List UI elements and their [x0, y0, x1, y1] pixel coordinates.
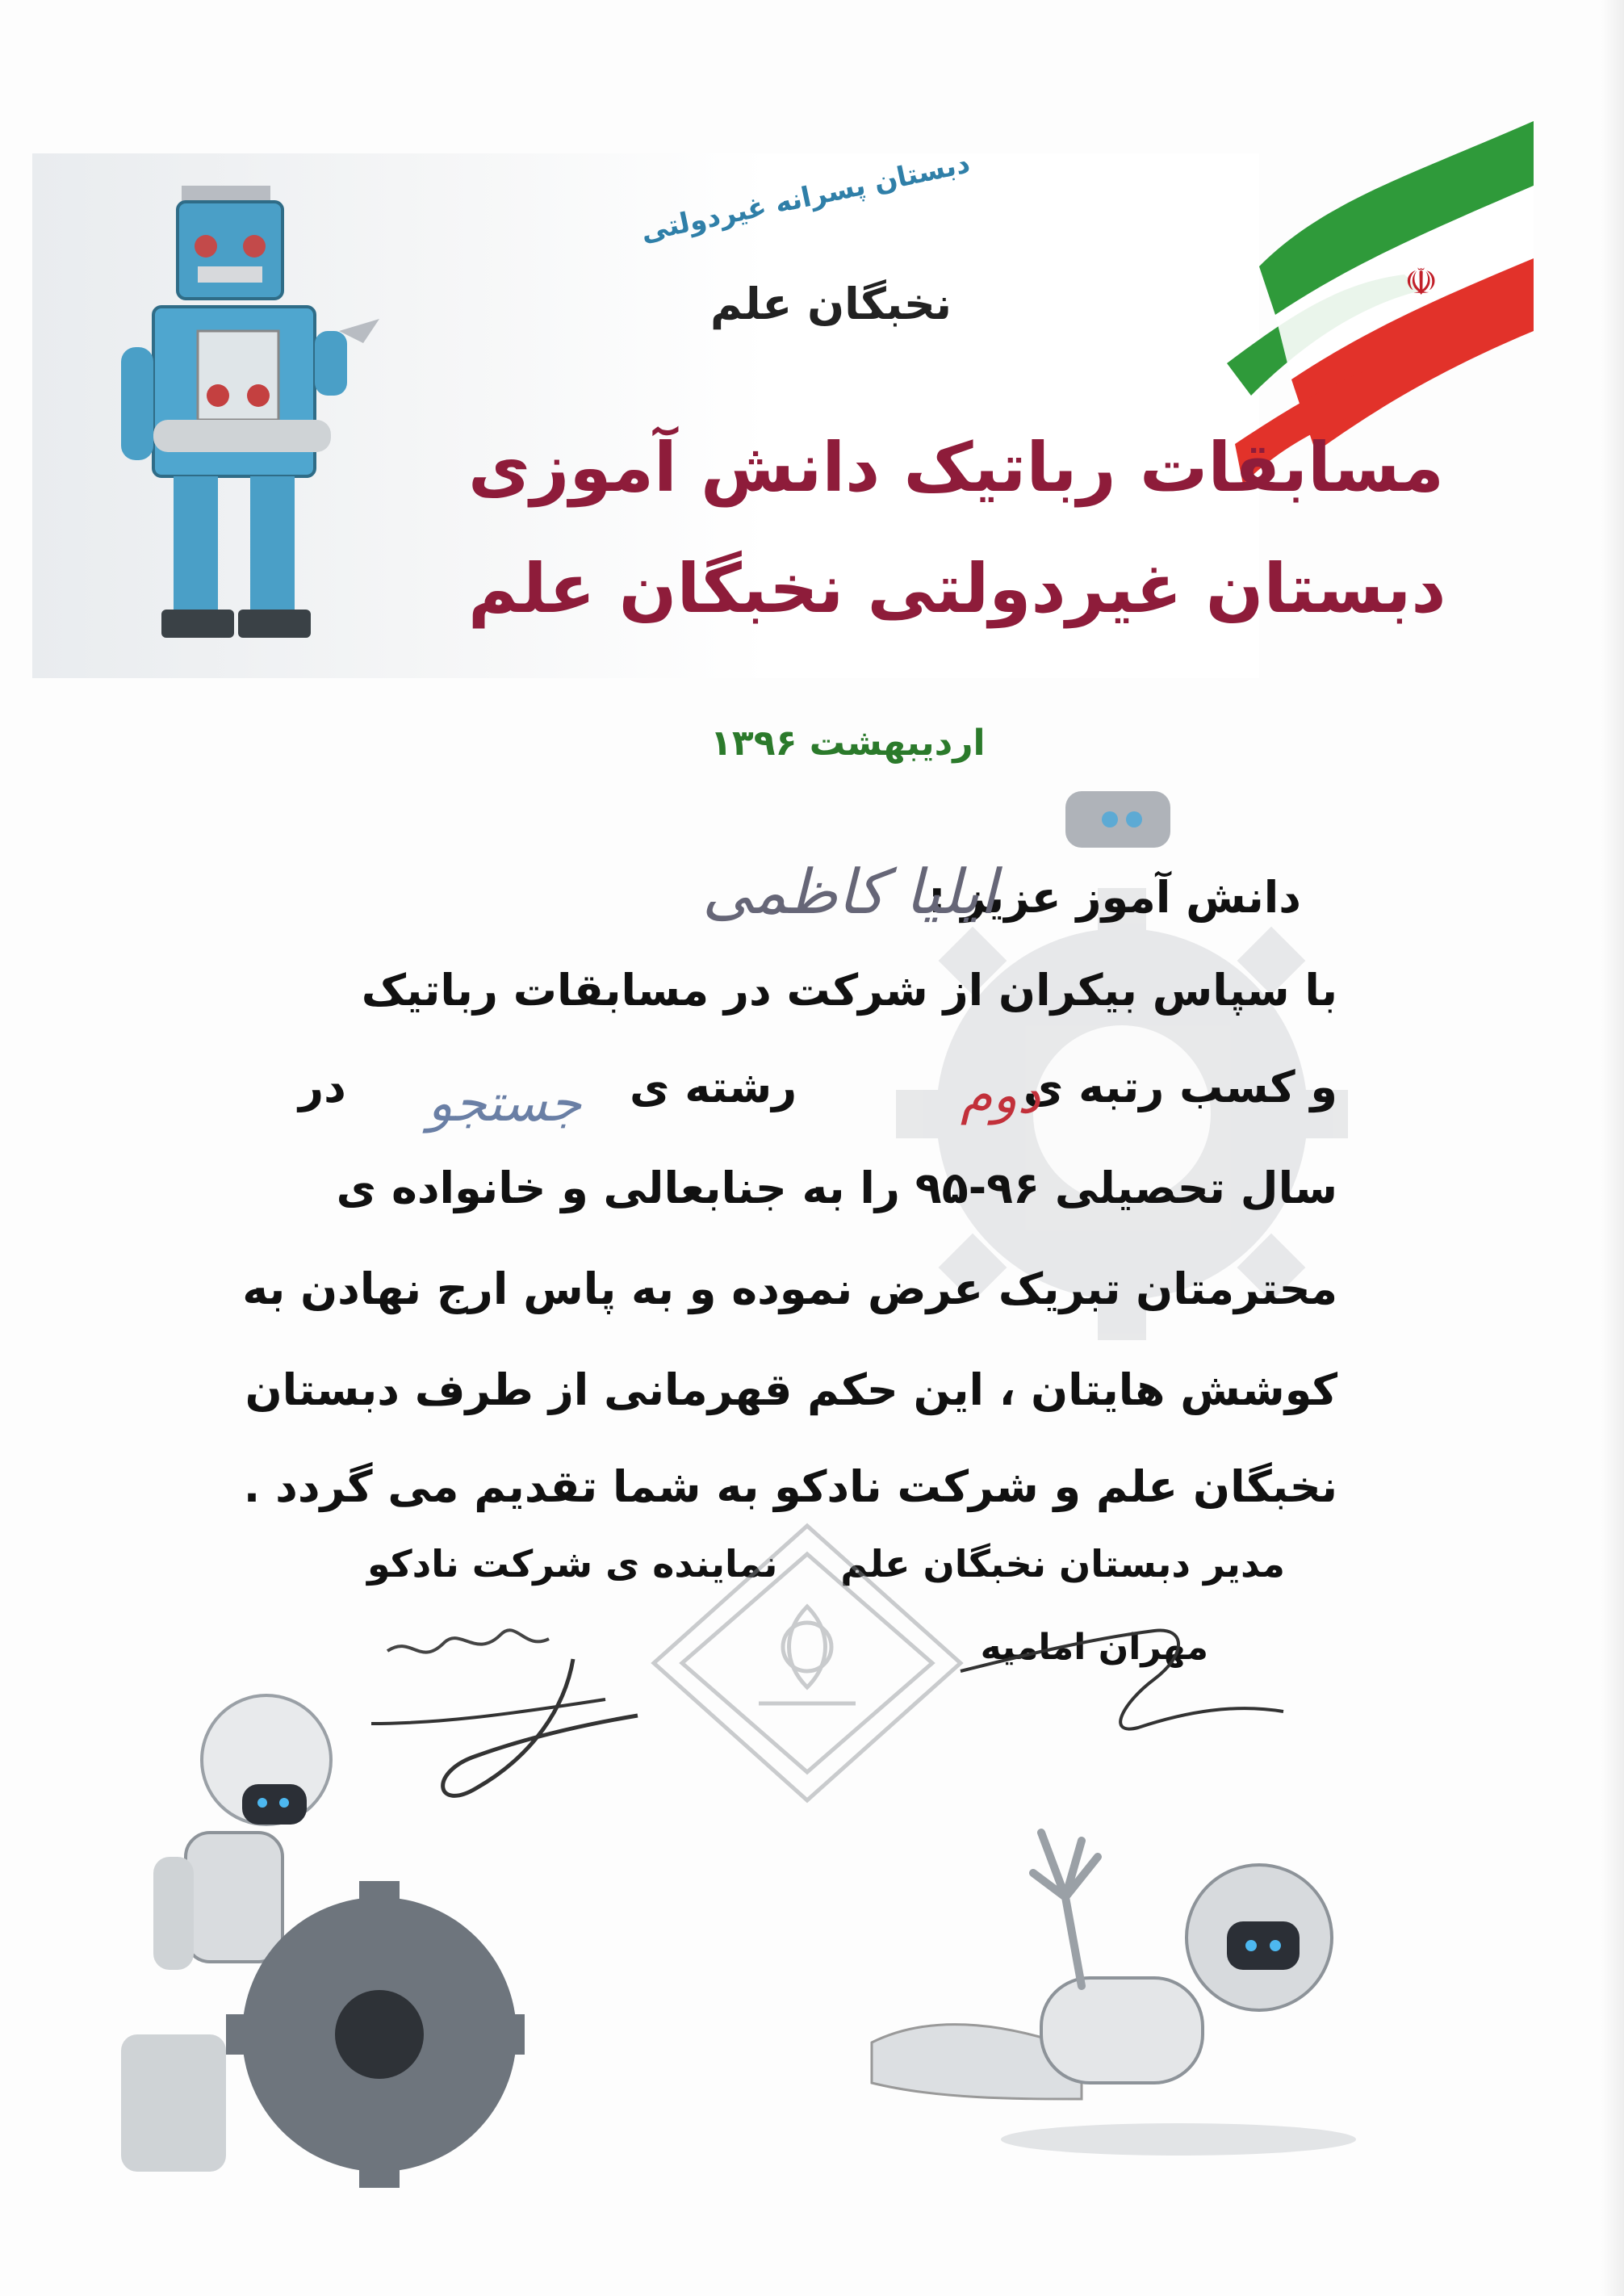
- body-line-2-start: و کسب رتبه ی: [1023, 1062, 1337, 1112]
- principal-signature: [944, 1623, 1300, 1768]
- paper-edge: [1601, 0, 1624, 2296]
- tin-robot-illustration: [121, 170, 412, 670]
- greeting: دانش آموز عزیز :: [927, 872, 1301, 923]
- school-name-arc: دبستان پسرانه غیردولتی: [638, 147, 973, 249]
- field-handwritten: جستجو: [428, 1074, 582, 1133]
- representative-role: نماینده ی شرکت نادکو: [367, 1542, 778, 1586]
- brand-name: نخبگان علم: [710, 279, 952, 329]
- reclining-robot-illustration: [839, 1825, 1364, 2164]
- rank-handwritten: دوم: [961, 1066, 1041, 1125]
- body-line-2-mid: رشته ی: [630, 1062, 797, 1112]
- page-title-line2: دبستان غیردولتی نخبگان علم: [468, 549, 1446, 628]
- svg-text:☫: ☫: [1404, 260, 1438, 304]
- body-line-6: نخبگان علم و شرکت نادکو به شما تقدیم می گردد .: [243, 1461, 1337, 1512]
- certificate-date: اردیبهشت ۱۳۹۶: [710, 723, 986, 764]
- body-line-1: با سپاس بیکران از شرکت در مسابقات رباتیک: [361, 965, 1337, 1016]
- body-line-4: محترمتان تبریک عرض نموده و به پاس ارج نهادن به: [242, 1263, 1337, 1314]
- student-name-handwritten: ایلیا کاظمی: [702, 856, 997, 928]
- principal-role: مدیر دبستان نخبگان علم: [840, 1542, 1285, 1586]
- robot-with-gear-illustration: [105, 1687, 525, 2212]
- principal-name: مهران امامیه: [980, 1627, 1208, 1668]
- page-title-line1: مسابقات رباتیک دانش آموزی: [468, 428, 1444, 507]
- body-line-2-end: در: [299, 1062, 346, 1112]
- school-stamp: [638, 1518, 977, 1808]
- body-line-3: سال تحصیلی ۹۶-۹۵ را به جنابعالی و خانواده ی: [336, 1163, 1337, 1213]
- body-line-5: کوشش هایتان ، این حکم قهرمانی از طرف دبستان: [245, 1364, 1337, 1415]
